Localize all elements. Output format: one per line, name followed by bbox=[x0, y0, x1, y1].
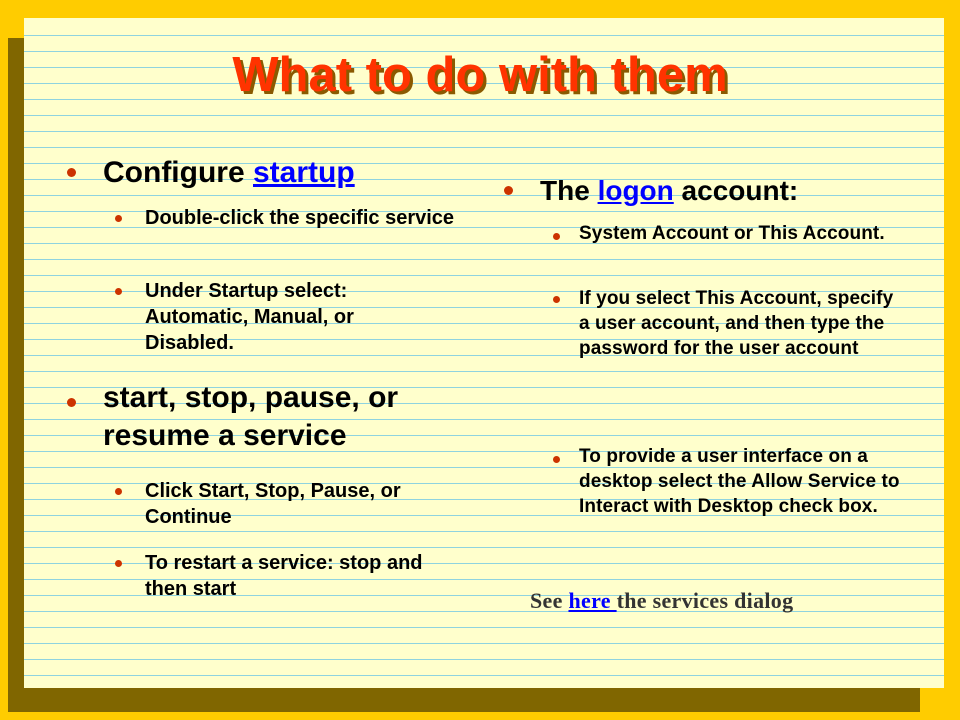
bullet-icon bbox=[553, 233, 560, 240]
bullet-icon bbox=[115, 288, 122, 295]
logon-prefix: The bbox=[540, 175, 598, 206]
here-link[interactable]: here bbox=[568, 588, 617, 613]
logon-item-1: System Account or This Account. bbox=[579, 223, 885, 244]
see-suffix: the services dialog bbox=[616, 588, 794, 613]
configure-item-1: Double-click the specific service bbox=[145, 207, 455, 229]
bullet-icon bbox=[67, 398, 76, 407]
logon-account-heading bbox=[540, 173, 920, 209]
startup-link[interactable]: startup bbox=[253, 156, 355, 189]
bullet-icon bbox=[67, 168, 76, 177]
bullet-icon bbox=[504, 186, 513, 195]
start-stop-item-2: To restart a service: stop and then start bbox=[145, 552, 423, 600]
logon-link[interactable]: logon bbox=[597, 175, 674, 206]
logon-suffix: account: bbox=[673, 175, 799, 206]
logon-item-2: If you select This Account, specify a user account, and then type the password for the user account bbox=[579, 288, 894, 359]
start-stop-item-1: Click Start, Stop, Pause, or Continue bbox=[145, 480, 401, 528]
configure-label: Configure bbox=[103, 156, 253, 189]
bullet-icon bbox=[115, 560, 122, 567]
bullet-icon bbox=[553, 456, 560, 463]
bullet-icon bbox=[115, 488, 122, 495]
see-prefix: See bbox=[530, 588, 569, 613]
configure-startup-heading bbox=[103, 154, 483, 192]
start-stop-heading: start, stop, pause, or resume a service bbox=[103, 381, 399, 452]
services-dialog-note bbox=[530, 586, 793, 616]
logon-item-3: To provide a user interface on a desktop select the Allow Service to Interact with Desktop check box. bbox=[579, 446, 900, 517]
bullet-icon bbox=[115, 215, 122, 222]
bullet-icon bbox=[553, 296, 560, 303]
configure-item-2: Under Startup select: Automatic, Manual, or Disabled. bbox=[145, 280, 354, 354]
slide-title: What to do with them bbox=[232, 48, 728, 102]
